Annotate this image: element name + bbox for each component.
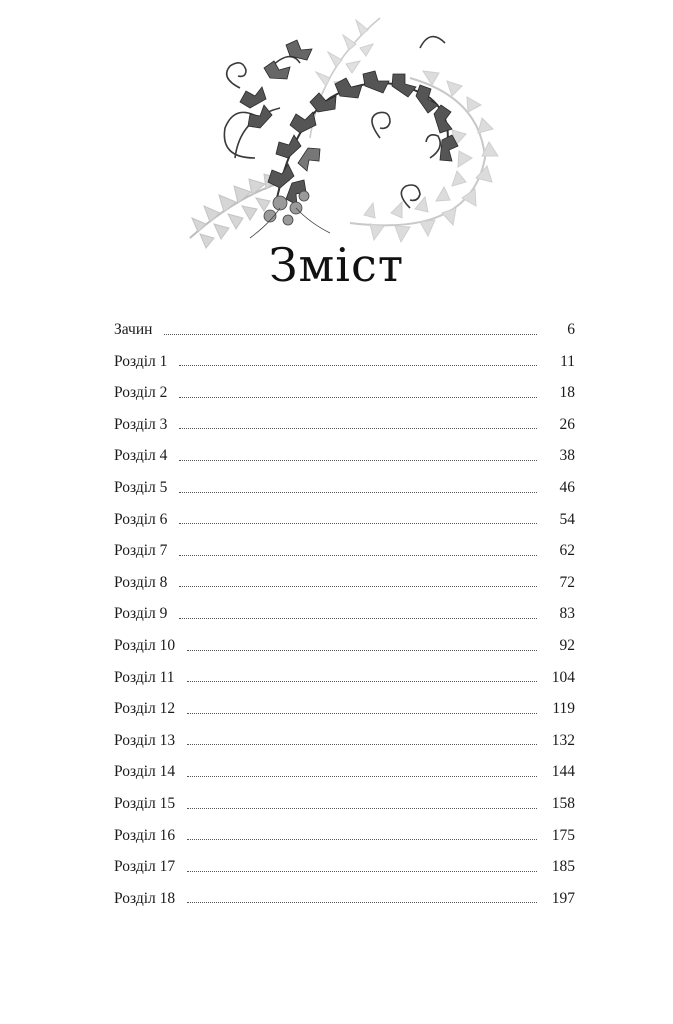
- toc-dot-leader: [164, 333, 537, 335]
- toc-entry-label: Розділ 8: [114, 573, 168, 591]
- toc-entry-page-number: 46: [559, 478, 575, 496]
- toc-entry-label: Розділ 18: [114, 889, 176, 907]
- toc-dot-leader: [179, 427, 537, 429]
- toc-entry-page-number: 6: [567, 321, 575, 338]
- toc-entry-label: Розділ 6: [114, 510, 168, 528]
- toc-entry-page-number: 119: [552, 700, 575, 718]
- toc-entry[interactable]: [114, 662, 575, 694]
- toc-dot-leader: [187, 649, 537, 651]
- toc-entry[interactable]: [114, 598, 575, 630]
- toc-dot-leader: [187, 901, 537, 903]
- toc-entry-page-number: 83: [559, 605, 575, 623]
- toc-entry-label: Розділ 4: [114, 447, 168, 465]
- toc-entry-page-number: 26: [559, 415, 575, 433]
- toc-entry[interactable]: [114, 409, 575, 441]
- toc-entry-page-number: 144: [551, 763, 575, 781]
- toc-dot-leader: [179, 396, 537, 398]
- toc-entry[interactable]: [114, 346, 575, 378]
- toc-entry-page-number: 158: [551, 794, 575, 812]
- toc-entry[interactable]: [114, 883, 575, 915]
- toc-entry-page-number: 11: [560, 352, 575, 370]
- toc-dot-leader: [187, 680, 537, 682]
- page-title: Зміст: [268, 238, 405, 292]
- toc-entry-page-number: 92: [559, 636, 575, 654]
- toc-entry-page-number: 54: [559, 510, 575, 528]
- toc-entry[interactable]: [114, 788, 575, 820]
- toc-entry[interactable]: [114, 820, 575, 852]
- toc-entry-label: Розділ 9: [114, 605, 168, 623]
- toc-dot-leader: [187, 775, 537, 777]
- toc-entry[interactable]: [114, 725, 575, 757]
- toc-entry-label: Зачин: [114, 321, 153, 338]
- toc-entry-label: Розділ 12: [114, 700, 176, 718]
- toc-dot-leader: [187, 870, 537, 872]
- toc-dot-leader: [187, 712, 537, 714]
- toc-entry[interactable]: [114, 314, 575, 346]
- toc-entry[interactable]: [114, 504, 575, 536]
- toc-entry[interactable]: [114, 535, 575, 567]
- toc-entry-page-number: 18: [559, 384, 575, 402]
- toc-entry-label: Розділ 17: [114, 858, 176, 876]
- toc-entry-label: Розділ 3: [114, 415, 168, 433]
- toc-entry-page-number: 175: [551, 826, 575, 844]
- toc-dot-leader: [187, 838, 537, 840]
- toc-entry-page-number: 62: [559, 542, 575, 560]
- toc-entry-label: Розділ 11: [114, 668, 175, 686]
- toc-dot-leader: [187, 807, 537, 809]
- toc-entry[interactable]: [114, 630, 575, 662]
- toc-dot-leader: [179, 554, 537, 556]
- toc-entry-label: Розділ 7: [114, 542, 168, 560]
- toc-dot-leader: [179, 522, 537, 524]
- toc-dot-leader: [179, 585, 537, 587]
- toc-entry-page-number: 72: [559, 573, 575, 591]
- toc-entry[interactable]: [114, 472, 575, 504]
- toc-entry[interactable]: [114, 440, 575, 472]
- toc-entry[interactable]: [114, 756, 575, 788]
- table-of-contents: [114, 314, 575, 914]
- toc-dot-leader: [179, 617, 537, 619]
- toc-entry-page-number: 132: [551, 731, 575, 749]
- toc-entry-label: Розділ 13: [114, 731, 176, 749]
- toc-entry[interactable]: [114, 377, 575, 409]
- toc-dot-leader: [187, 743, 537, 745]
- toc-entry-label: Розділ 16: [114, 826, 176, 844]
- floral-ornament-illustration: [180, 8, 510, 253]
- toc-entry-page-number: 185: [551, 858, 575, 876]
- toc-entry-label: Розділ 2: [114, 384, 168, 402]
- toc-entry[interactable]: [114, 693, 575, 725]
- toc-entry-page-number: 197: [551, 889, 575, 907]
- toc-entry[interactable]: [114, 567, 575, 599]
- toc-dot-leader: [179, 459, 537, 461]
- toc-entry-label: Розділ 1: [114, 352, 168, 370]
- toc-entry[interactable]: [114, 851, 575, 883]
- toc-dot-leader: [179, 491, 537, 493]
- toc-dot-leader: [179, 364, 537, 366]
- toc-entry-label: Розділ 10: [114, 636, 176, 654]
- toc-entry-page-number: 104: [551, 668, 575, 686]
- toc-entry-label: Розділ 14: [114, 763, 176, 781]
- toc-entry-label: Розділ 15: [114, 794, 176, 812]
- toc-entry-page-number: 38: [559, 447, 575, 465]
- toc-entry-label: Розділ 5: [114, 478, 168, 496]
